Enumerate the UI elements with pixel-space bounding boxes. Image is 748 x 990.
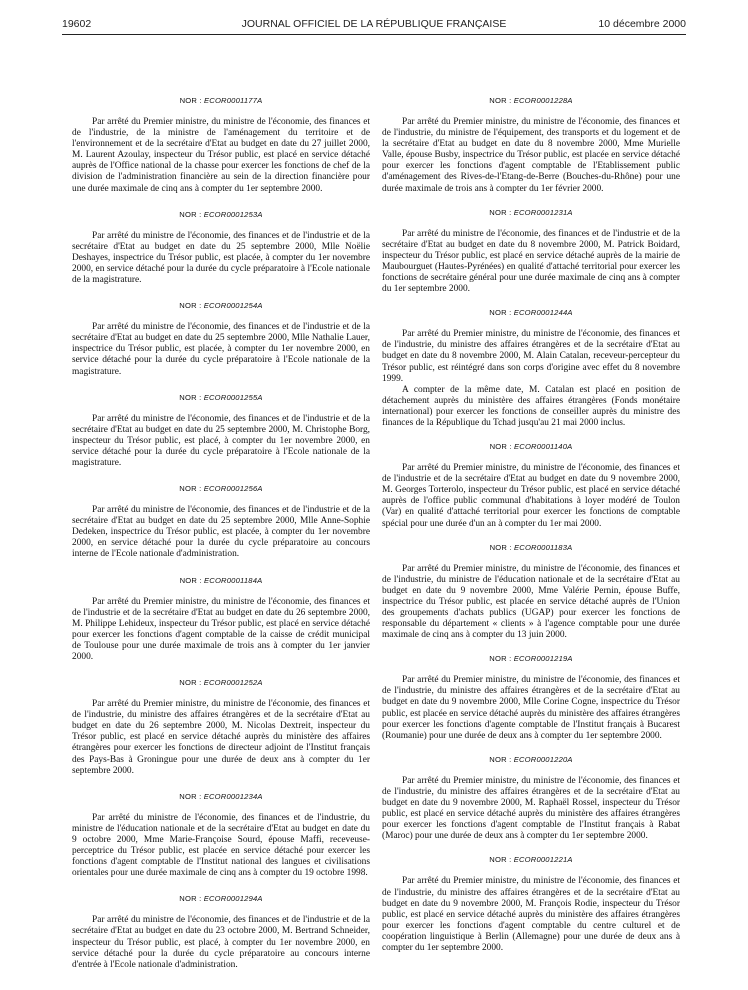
nor-code: ECOR0001228A <box>513 96 573 105</box>
nor-reference <box>72 576 370 585</box>
left-column <box>72 96 370 986</box>
decree-paragraph: Par arrêté du ministre de l'économie, des finances et de l'industrie et de la secrétaire d'Etat au budget en date du 25 septembre 2000, Mlle Noëlie Deshayes, inspectrice du Trésor public, est placée, à compter du 1er novembre 2000, en service détaché pour la durée du cycle préparatoire à l'Ecole nationale de la magistrature. <box>72 230 370 286</box>
header-rule <box>62 34 686 35</box>
nor-label: NOR : <box>179 894 202 904</box>
nor-code: ECOR0001256A <box>203 484 263 494</box>
nor-label: NOR : <box>489 855 512 865</box>
decree-paragraph: Par arrêté du ministre de l'économie, des finances et de l'industrie et de la secrétaire d'Etat au budget en date du 25 septembre 2000, Mlle Anne-Sophie Dedeken, inspectrice du Trésor public, est placée, à compter du 1er novembre 2000, en service détaché pour la durée du cycle préparatoire au concours interne de l'Ecole nationale d'administration. <box>72 505 370 560</box>
decree-paragraph: Par arrêté du ministre de l'économie, des finances et de l'industrie et de la secrétaire d'Etat au budget en date du 8 novembre 2000, M. Patrick Boidard, inspecteur du Trésor public, est placé en service détaché auprès de la mairie de Maubourguet (Hautes-Pyrénées) en qualité d'attaché territorial pour exercer les fonctions de secrétaire général pour une durée maximale de cinq ans à compter du 1er septembre 2000. <box>382 228 680 295</box>
decree-entry <box>382 654 680 742</box>
nor-code: ECOR0001252A <box>203 678 263 688</box>
nor-label: NOR : <box>489 308 512 318</box>
decree-paragraph: Par arrêté du Premier ministre, du ministre de l'économie, des finances et de l'industrie, du ministre de l'équipement, des transports et du logement et de la secrétaire d'Etat au budget en date du 8 novembre 2000, Mme Murielle Valle, épouse Busby, inspectrice du Trésor public, est placée en service détaché pour exercer les fonctions d'agent comptable de l'Etablissement public d'aménagement des Rives-de-l'Etang-de-Berre (Bouches-du-Rhône) pour une durée maximale de trois ans à compter du 1er février 2000. <box>382 117 680 194</box>
decree-entry <box>382 96 680 195</box>
decree-entry <box>382 308 680 429</box>
nor-label: NOR : <box>179 96 202 105</box>
decree-entry <box>382 855 680 954</box>
issue-date: 10 décembre 2000 <box>598 18 686 30</box>
decree-entry <box>72 576 370 664</box>
nor-label: NOR : <box>179 392 202 402</box>
decree-paragraph: Par arrêté du Premier ministre, du ministre de l'économie, des finances et de l'industrie, du ministre des affaires étrangères et de la secrétaire d'Etat au budget en date du 8 novembre 2000, M. Alain Catalan, receveur-percepteur du Trésor public, est réintégré dans son corps d'origine avec effet du 8 novembre 1999. <box>382 329 680 384</box>
decree-entry <box>72 210 370 286</box>
nor-reference <box>72 678 370 687</box>
nor-reference <box>382 442 680 451</box>
nor-label: NOR : <box>489 754 512 764</box>
decree-paragraph: Par arrêté du Premier ministre, du ministre de l'économie, des finances et de l'industrie et de la secrétaire d'Etat au budget en date du 9 novembre 2000, M. Georges Torterolo, inspecteur du Trésor public, est placé en service détaché auprès de l'office public communal d'habitations à loyer modéré de Toulon (Var) en qualité d'attaché territorial pour exercer les fonctions de comptable spécial pour une durée d'un an à compter du 1er mai 2000. <box>382 463 680 529</box>
nor-code: ECOR0001183A <box>514 542 573 552</box>
decree-entry <box>382 755 680 843</box>
nor-reference <box>72 96 370 105</box>
decree-entry <box>72 301 370 377</box>
nor-reference <box>72 210 370 219</box>
nor-reference <box>382 208 680 217</box>
decree-paragraph: Par arrêté du Premier ministre, du ministre de l'économie, des finances et de l'industrie, du ministre des affaires étrangères et de la secrétaire d'Etat au budget en date du 9 novembre 2000, Mlle Corine Cogne, inspectrice du Trésor public, est placée en service détaché auprès du ministère des affaires étrangères pour exercer les fonctions d'agente comptable de l'Institut français à Bucarest (Roumanie) pour une durée de deux ans à compter du 1er septembre 2000. <box>382 675 680 741</box>
nor-code: ECOR0001254A <box>203 301 263 311</box>
decree-entry <box>72 484 370 560</box>
right-column <box>382 96 680 967</box>
page-header <box>62 14 686 34</box>
nor-reference <box>382 543 680 552</box>
nor-code: ECOR0001220A <box>513 754 573 764</box>
nor-reference <box>72 393 370 402</box>
decree-entry <box>382 442 680 530</box>
decree-paragraph: Par arrêté du Premier ministre, du ministre de l'économie, des finances et de l'industrie, de la ministre de l'aménagement du territoire et de l'environnement et de la secrétaire d'Etat au budget en date du 27 juillet 2000, M. Laurent Azoulay, inspecteur du Trésor public, est placé en service détaché auprès de l'Office national de la chasse pour exercer les fonctions de chef de la division de l'administration financière au sein de la direction financière pour une durée maximale de cinq ans à compter du 1er septembre 2000. <box>72 117 370 194</box>
nor-label: NOR : <box>179 678 202 688</box>
decree-paragraph: A compter de la même date, M. Catalan est placé en position de détachement auprès du ministère des affaires étrangères (Fonds monétaire international) pour exercer les fonctions de conseiller auprès du ministre des finances de la République du Tchad jusqu'au 21 mai 2000 inclus. <box>382 384 680 428</box>
nor-code: ECOR0001219A <box>513 654 573 664</box>
nor-reference <box>382 96 680 105</box>
decree-paragraph: Par arrêté du Premier ministre, du ministre de l'économie, des finances et de l'industrie et de la secrétaire d'Etat au budget en date du 26 septembre 2000, M. Philippe Lehideux, inspecteur du Trésor public, est placé en service détaché pour exercer les fonctions d'agent comptable de la caisse de crédit municipal de Toulouse pour une durée maximale de trois ans à compter du 1er janvier 2000. <box>72 596 370 662</box>
page-number: 19602 <box>62 18 92 30</box>
nor-code: ECOR0001234A <box>203 791 263 801</box>
nor-reference <box>72 792 370 801</box>
nor-label: NOR : <box>179 301 202 311</box>
journal-title: JOURNAL OFFICIEL DE LA RÉPUBLIQUE FRANÇAISE <box>241 18 507 30</box>
nor-code: ECOR0001294A <box>203 894 263 904</box>
nor-reference <box>382 755 680 764</box>
nor-code: ECOR0001255A <box>203 392 263 402</box>
decree-paragraph: Par arrêté du ministre de l'économie, des finances et de l'industrie et de la secrétaire d'Etat au budget en date du 23 octobre 2000, M. Bertrand Schneider, inspecteur du Trésor public, est placé, à compter du 1er novembre 2000, en service détaché pour la durée du cycle préparatoire au concours interne d'entrée à l'Ecole nationale d'administration. <box>72 915 370 970</box>
decree-entry <box>72 96 370 195</box>
decree-paragraph: Par arrêté du ministre de l'économie, des finances et de l'industrie et de la secrétaire d'Etat au budget en date du 25 septembre 2000, M. Christophe Borg, inspecteur du Trésor public, est placé, à compter du 1er novembre 2000, en service détaché pour la durée du cycle préparatoire à l'Ecole nationale de la magistrature. <box>72 413 370 468</box>
decree-entry <box>72 792 370 880</box>
nor-label: NOR : <box>179 791 202 801</box>
nor-reference <box>72 484 370 493</box>
nor-label: NOR : <box>489 96 512 105</box>
nor-label: NOR : <box>489 442 512 452</box>
decree-paragraph: Par arrêté du Premier ministre, du ministre de l'économie, des finances et de l'industrie, du ministre de l'éducation nationale et de la secrétaire d'Etat au budget en date du 9 novembre 2000, Mme Valérie Pernin, épouse Buffe, inspectrice du Trésor public, est placée en service détaché auprès de l'Union des groupements d'achats publics (UGAP) pour exercer les fonctions de responsable du département « clients » à l'agence comptable pour une durée maximale de cinq ans à compter du 13 juin 2000. <box>382 563 680 641</box>
decree-entry <box>72 393 370 469</box>
nor-label: NOR : <box>179 209 202 219</box>
decree-paragraph: Par arrêté du Premier ministre, du ministre de l'économie, des finances et de l'industrie, du ministre des affaires étrangères et de la secrétaire d'Etat au budget en date du 9 novembre 2000, M. François Rodie, inspecteur du Trésor public, est placé en service détaché auprès du ministère des affaires étrangères pour exercer les fonctions d'agent comptable du centre culturel et de coopération linguistique à Berlin (Allemagne) pour une durée de deux ans à compter du 1er septembre 2000. <box>382 876 680 953</box>
decree-paragraph: Par arrêté du ministre de l'économie, des finances et de l'industrie et de la secrétaire d'Etat au budget en date du 25 septembre 2000, Mlle Nathalie Lauer, inspectrice du Trésor public, est placée, à compter du 1er novembre 2000, en service détaché pour la durée du cycle préparatoire à l'Ecole nationale de la magistrature. <box>72 322 370 377</box>
nor-reference <box>72 301 370 310</box>
nor-label: NOR : <box>489 654 512 664</box>
nor-code: ECOR0001140A <box>514 442 573 452</box>
nor-code: ECOR0001177A <box>204 96 263 105</box>
decree-entry <box>382 543 680 642</box>
nor-reference <box>382 308 680 317</box>
nor-label: NOR : <box>179 575 202 585</box>
decree-entry <box>72 678 370 777</box>
decree-paragraph: Par arrêté du Premier ministre, du ministre de l'économie, des finances et de l'industrie, du ministre des affaires étrangères et de la secrétaire d'Etat au budget en date du 26 septembre 2000, M. Nicolas Dextreit, inspecteur du Trésor public, est placé en service détaché auprès du ministère des affaires étrangères pour exercer les fonctions de directeur adjoint de l'Institut français des Pays-Bas à Groningue pour une durée de deux ans à compter du 1er septembre 2000. <box>72 699 370 776</box>
decree-entry <box>382 208 680 296</box>
nor-reference <box>72 894 370 903</box>
nor-code: ECOR0001184A <box>204 575 263 585</box>
nor-code: ECOR0001244A <box>513 308 573 318</box>
decree-entry <box>72 894 370 970</box>
decree-paragraph: Par arrêté du Premier ministre, du ministre de l'économie, des finances et de l'industrie, du ministre des affaires étrangères et de la secrétaire d'Etat au budget en date du 9 novembre 2000, M. Raphaël Rossel, inspecteur du Trésor public, est placé en service détaché auprès du ministère des affaires étrangères pour exercer les fonctions d'agent comptable de l'Institut français à Rabat (Maroc) pour une durée de deux ans à compter du 1er septembre 2000. <box>382 775 680 842</box>
nor-code: ECOR0001231A <box>513 207 573 217</box>
nor-label: NOR : <box>489 542 512 552</box>
nor-label: NOR : <box>179 484 202 494</box>
nor-reference <box>382 654 680 663</box>
nor-reference <box>382 855 680 864</box>
nor-code: ECOR0001253A <box>203 209 263 219</box>
nor-code: ECOR0001221A <box>513 855 573 865</box>
decree-paragraph: Par arrêté du ministre de l'économie, des finances et de l'industrie, du ministre de l'éducation nationale et de la secrétaire d'Etat au budget en date du 9 octobre 2000, Mme Marie-Françoise Sourd, épouse Maffi, receveuse-perceptrice du Trésor public, est placée en service détaché pour exercer les fonctions d'agent comptable de l'Institut national des langues et civilisations orientales pour une durée maximale de cinq ans à compter du 19 octobre 1998. <box>72 812 370 879</box>
nor-label: NOR : <box>489 207 512 217</box>
